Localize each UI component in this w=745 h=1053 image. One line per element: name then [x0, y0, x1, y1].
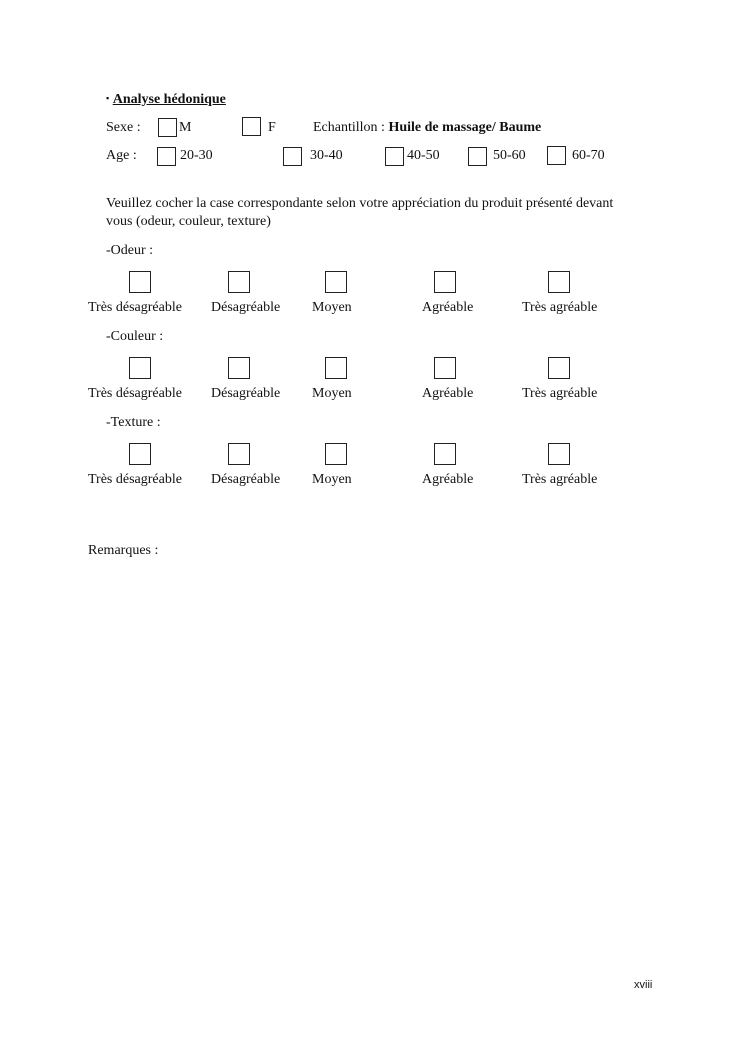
sexe-m-label: M: [179, 120, 192, 135]
odeur-tres-agreable-checkbox[interactable]: [548, 271, 570, 293]
age-30-40-checkbox[interactable]: [283, 147, 302, 166]
odeur-agreable-checkbox[interactable]: [434, 271, 456, 293]
instructions-line-2: vous (odeur, couleur, texture): [106, 214, 271, 229]
texture-scale-label-4: Agréable: [422, 472, 474, 487]
couleur-moyen-checkbox[interactable]: [325, 357, 347, 379]
couleur-tres-desagreable-checkbox[interactable]: [129, 357, 151, 379]
section-heading: ▪ Analyse hédonique: [106, 92, 226, 107]
odeur-scale-label-1: Très désagréable: [88, 300, 182, 315]
texture-tres-agreable-checkbox[interactable]: [548, 443, 570, 465]
couleur-desagreable-checkbox[interactable]: [228, 357, 250, 379]
age-40-50-checkbox[interactable]: [385, 147, 404, 166]
age-40-50-label: 40-50: [407, 148, 440, 163]
couleur-scale-label-3: Moyen: [312, 386, 352, 401]
instructions-line-1: Veuillez cocher la case correspondante selon votre appréciation du produit présenté devant: [106, 196, 614, 211]
texture-agreable-checkbox[interactable]: [434, 443, 456, 465]
couleur-scale-label-2: Désagréable: [211, 386, 281, 401]
couleur-agreable-checkbox[interactable]: [434, 357, 456, 379]
age-20-30-label: 20-30: [180, 148, 213, 163]
texture-desagreable-checkbox[interactable]: [228, 443, 250, 465]
sexe-label: Sexe :: [106, 120, 141, 135]
echantillon-field: [313, 120, 541, 136]
bullet-icon: ▪: [106, 93, 110, 103]
odeur-scale-label-5: Très agréable: [522, 300, 598, 315]
remarks-label: Remarques :: [88, 543, 159, 558]
age-60-70-checkbox[interactable]: [547, 146, 566, 165]
odeur-desagreable-checkbox[interactable]: [228, 271, 250, 293]
age-20-30-checkbox[interactable]: [157, 147, 176, 166]
odeur-scale-label-4: Agréable: [422, 300, 474, 315]
sexe-m-checkbox[interactable]: [158, 118, 177, 137]
texture-scale-label-2: Désagréable: [211, 472, 281, 487]
criterion-odeur-label: -Odeur :: [106, 243, 154, 258]
couleur-scale-label-1: Très désagréable: [88, 386, 182, 401]
odeur-scale-label-3: Moyen: [312, 300, 352, 315]
sexe-f-label: F: [268, 120, 276, 135]
texture-tres-desagreable-checkbox[interactable]: [129, 443, 151, 465]
criterion-texture-label: -Texture :: [106, 415, 161, 430]
texture-scale-label-5: Très agréable: [522, 472, 598, 487]
echantillon-label: Echantillon :: [313, 120, 385, 135]
couleur-tres-agreable-checkbox[interactable]: [548, 357, 570, 379]
texture-moyen-checkbox[interactable]: [325, 443, 347, 465]
criterion-couleur-label: -Couleur :: [106, 329, 164, 344]
texture-scale-label-1: Très désagréable: [88, 472, 182, 487]
couleur-scale-label-4: Agréable: [422, 386, 474, 401]
age-50-60-label: 50-60: [493, 148, 526, 163]
odeur-scale-label-2: Désagréable: [211, 300, 281, 315]
age-label: Age :: [106, 148, 137, 163]
sexe-f-checkbox[interactable]: [242, 117, 261, 136]
odeur-moyen-checkbox[interactable]: [325, 271, 347, 293]
texture-scale-label-3: Moyen: [312, 472, 352, 487]
age-50-60-checkbox[interactable]: [468, 147, 487, 166]
echantillon-value: Huile de massage/ Baume: [388, 120, 542, 135]
odeur-tres-desagreable-checkbox[interactable]: [129, 271, 151, 293]
age-30-40-label: 30-40: [310, 148, 343, 163]
page-number: xviii: [634, 979, 653, 991]
age-60-70-label: 60-70: [572, 148, 605, 163]
couleur-scale-label-5: Très agréable: [522, 386, 598, 401]
